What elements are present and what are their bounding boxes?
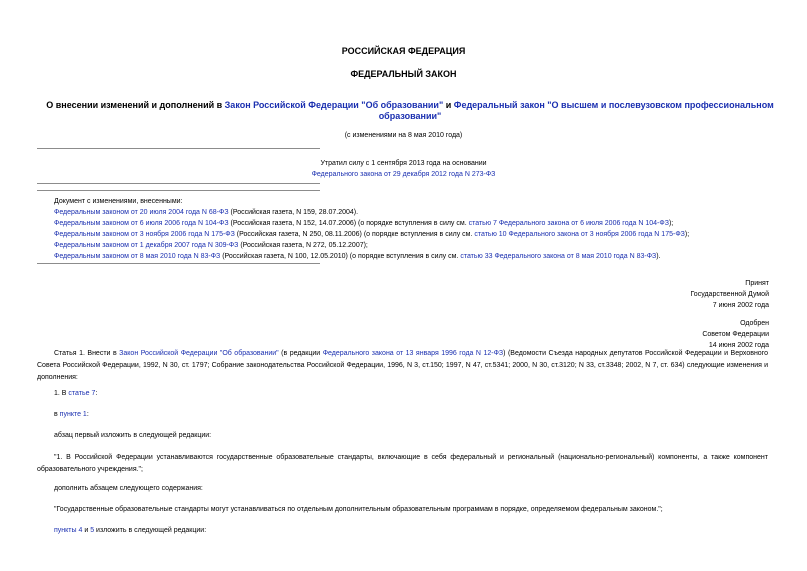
amendment-source: (Российская газета, N 159, 28.07.2004). bbox=[228, 209, 359, 216]
article-1-edition-link[interactable]: Федерального закона от 13 января 1996 года N 12-ФЗ bbox=[322, 350, 504, 357]
adopted-date: 7 июня 2002 года bbox=[712, 302, 769, 309]
amendment-source: (Российская газета, N 152, 14.07.2006) (о порядке вступления в силу см. bbox=[228, 220, 469, 227]
amendment-entry-link[interactable]: статью 33 Федерального закона от 8 мая 2010 года N 83-ФЗ bbox=[460, 253, 657, 260]
article-1-law-link[interactable]: Закон Российской Федерации "Об образовании" bbox=[119, 350, 279, 357]
amendment-link[interactable]: Федеральным законом от 20 июля 2004 года N 68-ФЗ bbox=[54, 209, 229, 216]
law-title-prefix: О внесении изменений и дополнений в bbox=[46, 100, 225, 110]
item-7-and: и bbox=[82, 527, 91, 534]
amendment-item bbox=[54, 240, 689, 251]
approved-body: Советом Федерации bbox=[702, 331, 769, 338]
law-title-link-education[interactable]: Закон Российской Федерации "Об образовании" bbox=[224, 100, 444, 110]
item-1 bbox=[54, 388, 97, 400]
approved-label: Одобрен bbox=[740, 320, 769, 327]
item-3: абзац первый изложить в следующей редакции: bbox=[54, 432, 212, 439]
amendment-link[interactable]: Федеральным законом от 1 декабря 2007 года N 309-ФЗ bbox=[54, 242, 239, 249]
item-2-prefix: в bbox=[54, 411, 60, 418]
item-7 bbox=[54, 525, 206, 537]
amendment-source: (Российская газета, N 272, 05.12.2007); bbox=[238, 242, 368, 249]
clause-1-link[interactable]: пункте 1 bbox=[59, 411, 87, 418]
law-title-link-higher-education[interactable]: Федеральный закон "О высшем и послевузовском профессиональном образовании" bbox=[378, 100, 774, 121]
amendment-entry-link[interactable]: статью 7 Федерального закона от 6 июля 2006 года N 104-ФЗ bbox=[468, 220, 669, 227]
divider-2 bbox=[37, 183, 320, 184]
item-1-prefix: 1. В bbox=[54, 390, 69, 397]
amendment-item bbox=[54, 207, 689, 218]
approved-block bbox=[702, 318, 769, 351]
item-6-quote: "Государственные образовательные стандарты могут устанавливаться по отдельным дополнительным образовательным программам в порядке, определяемом федеральным законом."; bbox=[54, 506, 663, 513]
amendment-tail: ). bbox=[656, 253, 661, 260]
clause-5-link[interactable]: 5 bbox=[90, 527, 95, 534]
amendment-link[interactable]: Федеральным законом от 3 ноября 2006 года N 175-ФЗ bbox=[54, 231, 235, 238]
amendment-tail: ); bbox=[684, 231, 690, 238]
article-1-paragraph bbox=[37, 348, 768, 384]
approved-date: 14 июня 2002 года bbox=[708, 342, 769, 349]
amendment-source: (Российская газета, N 250, 08.11.2006) (о порядке вступления в силу см. bbox=[234, 231, 475, 238]
item-1-suffix: : bbox=[95, 390, 98, 397]
amendment-item bbox=[54, 229, 689, 240]
amendments-list bbox=[54, 196, 689, 262]
article-1-lead: Статья 1. Внести в bbox=[54, 350, 120, 357]
amendment-source: (Российская газета, N 100, 12.05.2010) (о порядке вступления в силу см. bbox=[220, 253, 461, 260]
expired-basis-link[interactable]: Федерального закона от 29 декабря 2012 года N 273-ФЗ bbox=[311, 171, 496, 178]
item-2 bbox=[54, 409, 89, 421]
item-4-quote: "1. В Российской Федерации устанавливаются государственные образовательные стандарты, включающие в себя федеральный и региональный (национально-региональный) компоненты, а также компонент образовательного учреждения."; bbox=[37, 454, 768, 473]
adopted-body: Государственной Думой bbox=[690, 291, 769, 298]
amendment-item bbox=[54, 251, 689, 262]
item-7-suffix: изложить в следующей редакции: bbox=[94, 527, 207, 534]
law-title-and: и bbox=[443, 100, 454, 110]
divider-4 bbox=[37, 263, 320, 264]
amendment-link[interactable]: Федеральным законом от 8 мая 2010 года N 83-ФЗ bbox=[54, 253, 221, 260]
amendment-tail: ); bbox=[668, 220, 674, 227]
divider-3 bbox=[37, 190, 320, 191]
law-title bbox=[40, 100, 780, 122]
amendments-intro: Документ с изменениями, внесенными: bbox=[54, 198, 183, 205]
article-1-text: (в редакции bbox=[278, 350, 323, 357]
item-2-suffix: : bbox=[86, 411, 89, 418]
amendment-item bbox=[54, 218, 689, 229]
item-5: дополнить абзацем следующего содержания: bbox=[54, 485, 203, 492]
article-1-text-rest: ) (Ведомости Съезда народных депутатов Российской Федерации и Верховного Совета Российской Федерации, 1992, N 30, ст. 1797; Собрание законодательства Российской Федерации, 1996, N 3, ст.150; 1997, N 47, ст.5341; 2000, N 30, ст.3120; N 33, ст.3348; 2002, N 7, ст. 634) следующие изменения и дополнения: bbox=[37, 350, 768, 381]
clause-4-link[interactable]: пункты 4 bbox=[54, 527, 83, 534]
amendment-entry-link[interactable]: статью 10 Федерального закона от 3 ноября 2006 года N 175-ФЗ bbox=[474, 231, 685, 238]
law-type-heading: ФЕДЕРАЛЬНЫЙ ЗАКОН bbox=[350, 69, 457, 79]
adopted-block bbox=[690, 278, 769, 311]
amendment-link[interactable]: Федеральным законом от 6 июля 2006 года N 104-ФЗ bbox=[54, 220, 229, 227]
amendment-note: (с изменениями на 8 мая 2010 года) bbox=[344, 132, 463, 139]
article-7-link[interactable]: статье 7 bbox=[68, 390, 96, 397]
expired-note: Утратил силу с 1 сентября 2013 года на основании bbox=[320, 160, 487, 167]
adopted-label: Принят bbox=[745, 280, 769, 287]
country-heading: РОССИЙСКАЯ ФЕДЕРАЦИЯ bbox=[341, 46, 466, 56]
divider-1 bbox=[37, 148, 320, 149]
